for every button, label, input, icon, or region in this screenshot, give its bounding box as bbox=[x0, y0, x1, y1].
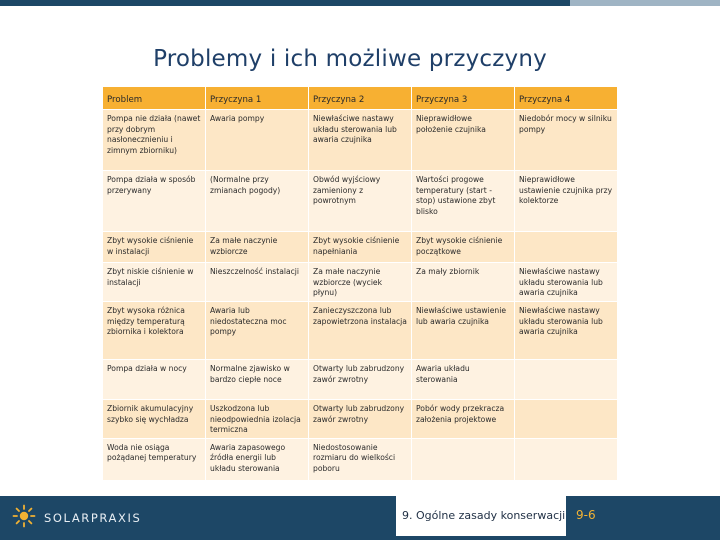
table-cell: Awaria układu sterowania bbox=[412, 360, 515, 400]
table-cell bbox=[515, 360, 618, 400]
table-cell: Otwarty lub zabrudzony zawór zwrotny bbox=[309, 400, 412, 439]
table-cell: Niewłaściwe ustawienie lub awaria czujnika bbox=[412, 302, 515, 360]
table-cell: Za małe naczynie wzbiorcze (wyciek płynu) bbox=[309, 263, 412, 302]
table-cell: Otwarty lub zabrudzony zawór zwrotny bbox=[309, 360, 412, 400]
table-cell bbox=[515, 400, 618, 439]
table-row bbox=[103, 438, 618, 480]
table-cell: (Normalne przy zmianach pogody) bbox=[206, 171, 309, 232]
table-row bbox=[103, 400, 618, 439]
table-cell: Awaria zapasowego źródła energii lub układu sterowania bbox=[206, 438, 309, 480]
table-cell: Zbyt wysokie ciśnienie napełniania bbox=[309, 232, 412, 263]
table-cell: Niewłaściwe nastawy układu sterowania lub awaria czujnika bbox=[515, 302, 618, 360]
table-cell: Awaria lub niedostateczna moc pompy bbox=[206, 302, 309, 360]
table-row bbox=[103, 171, 618, 232]
table-row bbox=[103, 232, 618, 263]
table-cell: Pobór wody przekracza założenia projektowe bbox=[412, 400, 515, 439]
problems-table bbox=[102, 86, 618, 481]
header-cause-3: Przyczyna 3 bbox=[412, 87, 515, 110]
page-number: 9-6 bbox=[576, 508, 596, 522]
header-cause-4: Przyczyna 4 bbox=[515, 87, 618, 110]
table-cell bbox=[515, 232, 618, 263]
table-cell: Zbyt niskie ciśnienie w instalacji bbox=[103, 263, 206, 302]
table-cell: Obwód wyjściowy zamieniony z powrotnym bbox=[309, 171, 412, 232]
table-cell: Uszkodzona lub nieodpowiednia izolacja termiczna bbox=[206, 400, 309, 439]
table-cell: Za mały zbiornik bbox=[412, 263, 515, 302]
table-cell: Zbiornik akumulacyjny szybko się wychładza bbox=[103, 400, 206, 439]
table-row bbox=[103, 110, 618, 171]
table-cell: Zbyt wysokie ciśnienie początkowe bbox=[412, 232, 515, 263]
table-header-row bbox=[103, 87, 618, 110]
table-cell: Pompa działa w nocy bbox=[103, 360, 206, 400]
header-problem: Problem bbox=[103, 87, 206, 110]
page-title: Problemy i ich możliwe przyczyny bbox=[153, 46, 547, 72]
table-cell: Nieprawidłowe położenie czujnika bbox=[412, 110, 515, 171]
sun-icon bbox=[12, 504, 36, 532]
table-cell: Zbyt wysokie ciśnienie w instalacji bbox=[103, 232, 206, 263]
table-cell: Awaria pompy bbox=[206, 110, 309, 171]
table-cell: Nieprawidłowe ustawienie czujnika przy kolektorze bbox=[515, 171, 618, 232]
table-row bbox=[103, 302, 618, 360]
table-cell: Niedostosowanie rozmiaru do wielkości poboru bbox=[309, 438, 412, 480]
top-accent-light bbox=[570, 0, 720, 6]
table-cell: Niedobór mocy w silniku pompy bbox=[515, 110, 618, 171]
table-cell: Niewłaściwe nastawy układu sterowania lub awaria czujnika bbox=[309, 110, 412, 171]
table-cell: Pompa działa w sposób przerywany bbox=[103, 171, 206, 232]
top-accent-dark bbox=[0, 0, 570, 6]
table-row bbox=[103, 263, 618, 302]
table-cell: Normalne zjawisko w bardzo ciepłe noce bbox=[206, 360, 309, 400]
logo-text: SOLARPRAXIS bbox=[44, 511, 142, 525]
table-cell: Pompa nie działa (nawet przy dobrym nasłonecznieniu i zimnym zbiorniku) bbox=[103, 110, 206, 171]
table-cell: Nieszczelność instalacji bbox=[206, 263, 309, 302]
table-cell: Zbyt wysoka różnica między temperaturą zbiornika i kolektora bbox=[103, 302, 206, 360]
table-row bbox=[103, 360, 618, 400]
footer-bar bbox=[0, 496, 720, 540]
table-cell: Woda nie osiąga pożądanej temperatury bbox=[103, 438, 206, 480]
header-cause-1: Przyczyna 1 bbox=[206, 87, 309, 110]
section-label: 9. Ogólne zasady konserwacji bbox=[402, 509, 566, 522]
table-cell: Niewłaściwe nastawy układu sterowania lub awaria czujnika bbox=[515, 263, 618, 302]
top-accent-bar bbox=[0, 0, 720, 6]
table-cell: Wartości progowe temperatury (start - stop) ustawione zbyt blisko bbox=[412, 171, 515, 232]
table-cell bbox=[515, 438, 618, 480]
header-cause-2: Przyczyna 2 bbox=[309, 87, 412, 110]
table-cell: Zanieczyszczona lub zapowietrzona instalacja bbox=[309, 302, 412, 360]
solarpraxis-logo bbox=[12, 504, 141, 532]
table-cell: Za małe naczynie wzbiorcze bbox=[206, 232, 309, 263]
table-cell bbox=[412, 438, 515, 480]
